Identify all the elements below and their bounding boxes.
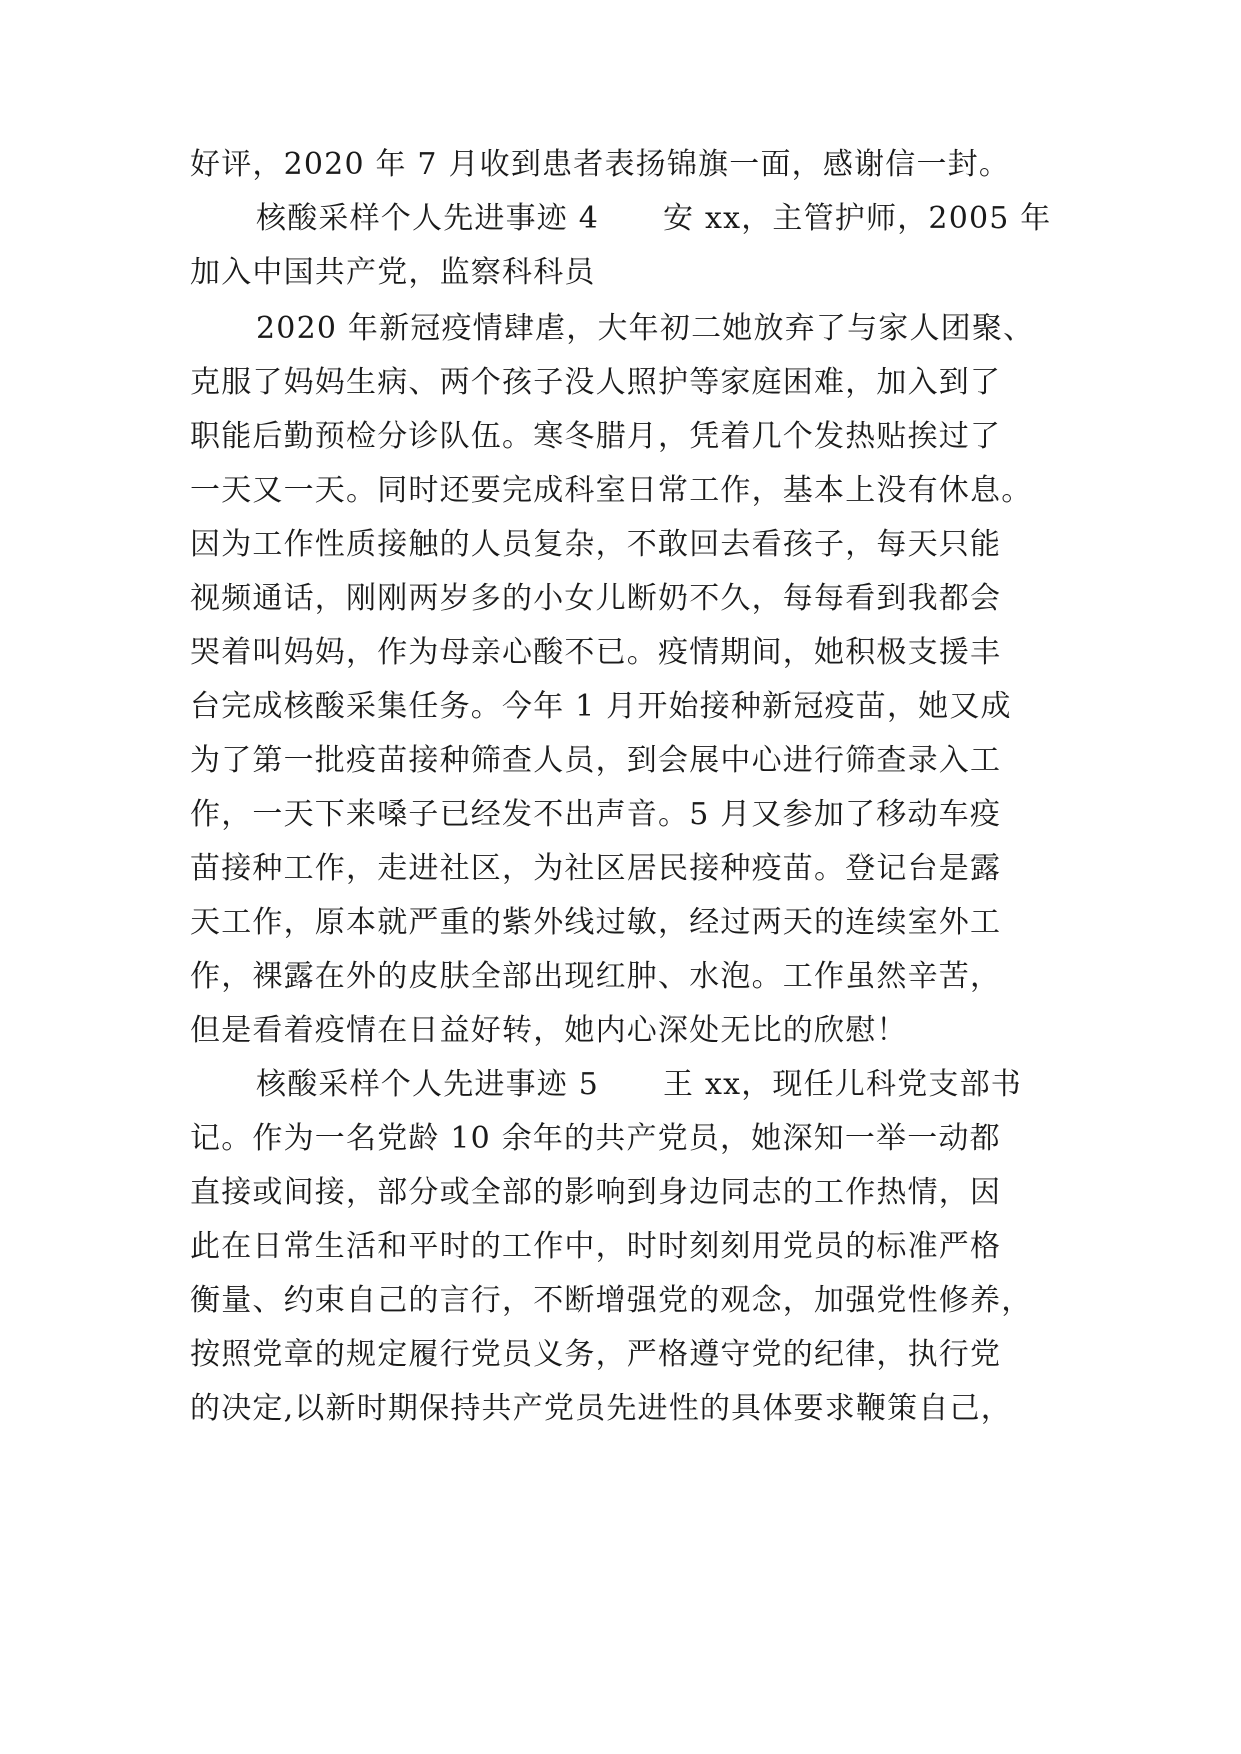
text-line: 好评，2020 年 7 月收到患者表扬锦旗一面，感谢信一封。 — [190, 147, 1011, 182]
text-line: 加入中国共产党，监察科科员 — [190, 255, 596, 290]
text-line: 作，裸露在外的皮肤全部出现红肿、水泡。工作虽然辛苦， — [190, 959, 1002, 994]
text-line: 克服了妈妈生病、两个孩子没人照护等家庭困难，加入到了 — [190, 365, 1002, 400]
heading-person: 王 xx，现任儿科党支部书 — [663, 1067, 1023, 1102]
text-line: 直接或间接，部分或全部的影响到身边同志的工作热情，因 — [190, 1175, 1002, 1210]
text-line: 职能后勤预检分诊队伍。寒冬腊月，凭着几个发热贴挨过了 — [190, 419, 1002, 454]
text-line: 但是看着疫情在日益好转，她内心深处无比的欣慰！ — [190, 1013, 908, 1048]
section-heading-5 — [256, 1067, 1070, 1103]
text-line: 此在日常生活和平时的工作中，时时刻刻用党员的标准严格 — [190, 1229, 1002, 1264]
heading-title: 核酸采样个人先进事迹 4 — [256, 201, 600, 236]
text-line: 天工作，原本就严重的紫外线过敏，经过两天的连续室外工 — [190, 905, 1002, 940]
section-heading-4 — [256, 201, 1070, 237]
text-line: 为了第一批疫苗接种筛查人员，到会展中心进行筛查录入工 — [190, 743, 1002, 778]
text-line: 按照党章的规定履行党员义务，严格遵守党的纪律，执行党 — [190, 1337, 1002, 1372]
heading-title: 核酸采样个人先进事迹 5 — [256, 1067, 600, 1102]
paragraph-start: 2020 年新冠疫情肆虐，大年初二她放弃了与家人团聚、 — [256, 311, 1035, 346]
text-line: 台完成核酸采集任务。今年 1 月开始接种新冠疫苗，她又成 — [190, 689, 1012, 724]
text-line: 视频通话，刚刚两岁多的小女儿断奶不久，每每看到我都会 — [190, 581, 1002, 616]
text-line: 作，一天下来嗓子已经发不出声音。5 月又参加了移动车疫 — [190, 797, 1002, 832]
text-line: 衡量、约束自己的言行，不断增强党的观念，加强党性修养， — [190, 1283, 1033, 1318]
text-line: 哭着叫妈妈，作为母亲心酸不已。疫情期间，她积极支援丰 — [190, 635, 1002, 670]
text-line: 苗接种工作，走进社区，为社区居民接种疫苗。登记台是露 — [190, 851, 1002, 886]
text-line: 记。作为一名党龄 10 余年的共产党员，她深知一举一动都 — [190, 1121, 1001, 1156]
heading-person: 安 xx，主管护师，2005 年 — [663, 201, 1052, 236]
text-line: 因为工作性质接触的人员复杂，不敢回去看孩子，每天只能 — [190, 527, 1002, 562]
text-line: 一天又一天。同时还要完成科室日常工作，基本上没有休息。 — [190, 473, 1033, 508]
text-line: 的决定,以新时期保持共产党员先进性的具体要求鞭策自己， — [190, 1391, 1012, 1426]
